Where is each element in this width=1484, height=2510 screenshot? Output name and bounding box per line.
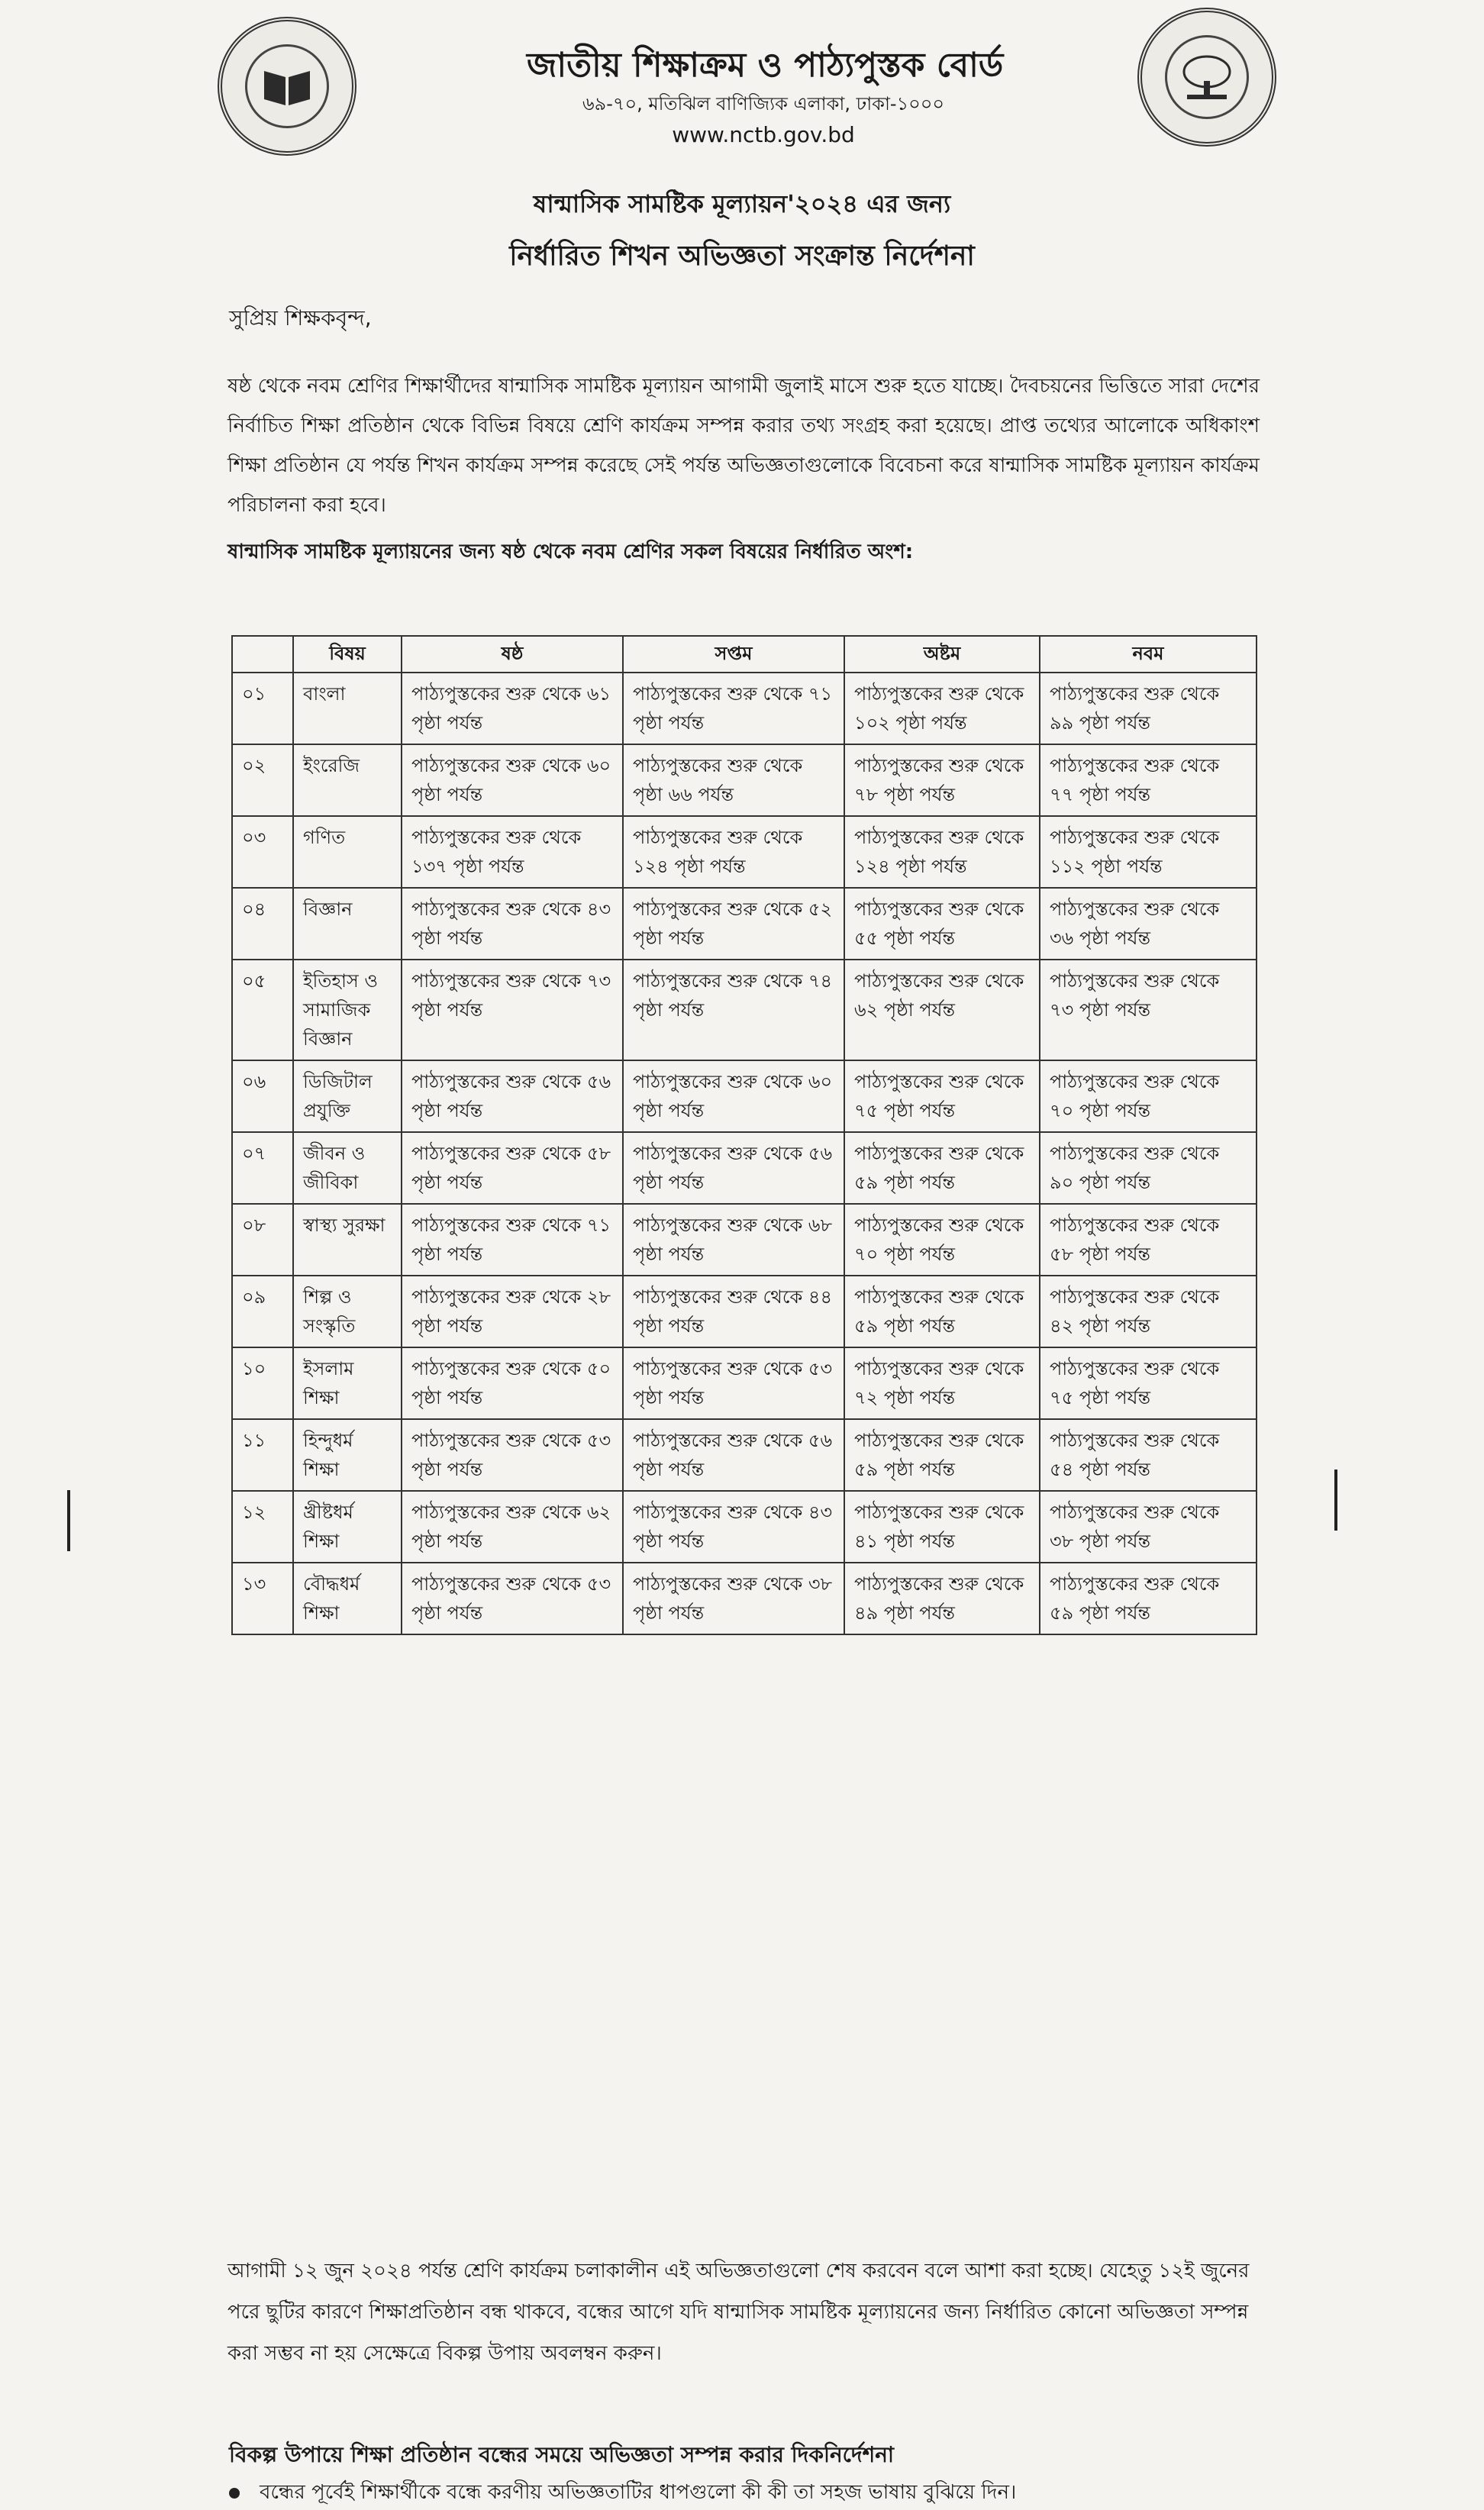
class-9-cell: পাঠ্যপুস্তকের শুরু থেকে ৩৬ পৃষ্ঠা পর্যন্ত [1040, 888, 1257, 960]
class-8-cell: পাঠ্যপুস্তকের শুরু থেকে ৫৯ পৃষ্ঠা পর্যন্ত [844, 1419, 1040, 1491]
class-6-cell: পাঠ্যপুস্তকের শুরু থেকে ৬১ পৃষ্ঠা পর্যন্ত [402, 673, 623, 744]
class-8-cell: পাঠ্যপুস্তকের শুরু থেকে ৫৯ পৃষ্ঠা পর্যন্ত [844, 1276, 1040, 1347]
class-7-cell: পাঠ্যপুস্তকের শুরু থেকে ৭১ পৃষ্ঠা পর্যন্ত [623, 673, 844, 744]
class-7-cell: পাঠ্যপুস্তকের শুরু থেকে পৃষ্ঠা ৬৬ পর্যন্ত [623, 744, 844, 816]
class-8-cell: পাঠ্যপুস্তকের শুরু থেকে ৭৫ পৃষ্ঠা পর্যন্ত [844, 1060, 1040, 1132]
syllabus-table [231, 635, 1257, 1635]
organization-address: ৬৯-৭০, মতিঝিল বাণিজ্যিক এলাকা, ঢাকা-১০০০ [582, 93, 944, 115]
subject-cell: ইংরেজি [293, 744, 402, 816]
serial-cell: ০৯ [232, 1276, 293, 1347]
table-row [232, 816, 1257, 888]
serial-cell: ০৩ [232, 816, 293, 888]
class-8-cell: পাঠ্যপুস্তকের শুরু থেকে ৫৯ পৃষ্ঠা পর্যন্ত [844, 1132, 1040, 1204]
subject-cell: গণিত [293, 816, 402, 888]
class-7-cell: পাঠ্যপুস্তকের শুরু থেকে ৫৩ পৃষ্ঠা পর্যন্ত [623, 1347, 844, 1419]
serial-cell: ০১ [232, 673, 293, 744]
class-7-cell: পাঠ্যপুস্তকের শুরু থেকে ১২৪ পৃষ্ঠা পর্যন্ত [623, 816, 844, 888]
class-7-cell: পাঠ্যপুস্তকের শুরু থেকে ৬০ পৃষ্ঠা পর্যন্ত [623, 1060, 844, 1132]
margin-mark-right [1334, 1470, 1337, 1531]
guideline-heading: বিকল্প উপায়ে শিক্ষা প্রতিষ্ঠান বন্ধের সময়ে অভিজ্ঞতা সম্পন্ন করার দিকনির্দেশনা [229, 2442, 895, 2467]
table-row [232, 673, 1257, 744]
class-9-cell: পাঠ্যপুস্তকের শুরু থেকে ৫৯ পৃষ্ঠা পর্যন্ত [1040, 1563, 1257, 1634]
class-9-cell: পাঠ্যপুস্তকের শুরু থেকে ৪২ পৃষ্ঠা পর্যন্ত [1040, 1276, 1257, 1347]
class-8-cell: পাঠ্যপুস্তকের শুরু থেকে ৫৫ পৃষ্ঠা পর্যন্ত [844, 888, 1040, 960]
tree-emblem-icon [1165, 35, 1249, 119]
table-row [232, 1491, 1257, 1563]
class-7-cell: পাঠ্যপুস্তকের শুরু থেকে ৪৩ পৃষ্ঠা পর্যন্ত [623, 1491, 844, 1563]
class-8-cell: পাঠ্যপুস্তকের শুরু থেকে ৬২ পৃষ্ঠা পর্যন্ত [844, 960, 1040, 1060]
class-9-cell: পাঠ্যপুস্তকের শুরু থেকে ৯৯ পৃষ্ঠা পর্যন্ত [1040, 673, 1257, 744]
table-row [232, 1419, 1257, 1491]
guideline-bullet-text: বন্ধের পূর্বেই শিক্ষার্থীকে বন্ধে করণীয় অভিজ্ঞতাটির ধাপগুলো কী কী তা সহজ ভাষায় বুঝিয়ে দিন। [260, 2481, 1017, 2504]
nctb-logo-right [1137, 8, 1276, 147]
table-row [232, 1132, 1257, 1204]
class-8-cell: পাঠ্যপুস্তকের শুরু থেকে ১০২ পৃষ্ঠা পর্যন্ত [844, 673, 1040, 744]
class-8-cell: পাঠ্যপুস্তকের শুরু থেকে ৭৮ পৃষ্ঠা পর্যন্ত [844, 744, 1040, 816]
footer-paragraph: আগামী ১২ জুন ২০২৪ পর্যন্ত শ্রেণি কার্যক্রম চলাকালীন এই অভিজ্ঞতাগুলো শেষ করবেন বলে আশা করা হচ্ছে। যেহেতু ১২ই জুনের পরে ছুটির কারণে শিক্ষাপ্রতিষ্ঠান বন্ধ থাকবে, বন্ধের আগে যদি ষান্মাসিক সামষ্টিক মূল্যায়নের জন্য নির্ধারিত কোনো অভিজ্ঞতা সম্পন্ন করা সম্ভব না হয় সেক্ষেত্রে বিকল্প উপায় অবলম্বন করুন। [227, 2260, 1250, 2365]
guideline-bullet [229, 2476, 1016, 2510]
table-row [232, 1347, 1257, 1419]
table-row [232, 888, 1257, 960]
subject-cell: জীবন ও জীবিকা [293, 1132, 402, 1204]
salutation: সুপ্রিয় শিক্ষকবৃন্দ, [229, 305, 372, 331]
table-row [232, 1276, 1257, 1347]
class-9-cell: পাঠ্যপুস্তকের শুরু থেকে ৯০ পৃষ্ঠা পর্যন্ত [1040, 1132, 1257, 1204]
serial-cell: ০২ [232, 744, 293, 816]
column-header-serial [232, 636, 293, 673]
class-6-cell: পাঠ্যপুস্তকের শুরু থেকে ৫০ পৃষ্ঠা পর্যন্ত [402, 1347, 623, 1419]
section-intro: ষান্মাসিক সামষ্টিক মূল্যায়নের জন্য ষষ্ঠ থেকে নবম শ্রেণির সকল বিষয়ের নির্ধারিত অংশ: [227, 540, 914, 563]
document-title-line-1: ষান্মাসিক সামষ্টিক মূল্যায়ন'২০২৪ এর জন্য [533, 189, 951, 218]
serial-cell: ১২ [232, 1491, 293, 1563]
class-7-cell: পাঠ্যপুস্তকের শুরু থেকে ৫৬ পৃষ্ঠা পর্যন্ত [623, 1419, 844, 1491]
table-header-row [232, 636, 1257, 673]
class-9-cell: পাঠ্যপুস্তকের শুরু থেকে ৭০ পৃষ্ঠা পর্যন্ত [1040, 1060, 1257, 1132]
table-row [232, 1060, 1257, 1132]
serial-cell: ০৪ [232, 888, 293, 960]
serial-cell: ১১ [232, 1419, 293, 1491]
table-row [232, 960, 1257, 1060]
class-7-cell: পাঠ্যপুস্তকের শুরু থেকে ৫৬ পৃষ্ঠা পর্যন্ত [623, 1132, 844, 1204]
class-6-cell: পাঠ্যপুস্তকের শুরু থেকে ৭১ পৃষ্ঠা পর্যন্ত [402, 1204, 623, 1276]
column-header-class-8: অষ্টম [844, 636, 1040, 673]
class-9-cell: পাঠ্যপুস্তকের শুরু থেকে ৭৭ পৃষ্ঠা পর্যন্ত [1040, 744, 1257, 816]
subject-cell: ডিজিটাল প্রযুক্তি [293, 1060, 402, 1132]
class-9-cell: পাঠ্যপুস্তকের শুরু থেকে ৫৮ পৃষ্ঠা পর্যন্ত [1040, 1204, 1257, 1276]
table-row [232, 1204, 1257, 1276]
book-emblem-icon [245, 44, 329, 128]
nctb-logo-left [218, 17, 356, 156]
class-6-cell: পাঠ্যপুস্তকের শুরু থেকে ১৩৭ পৃষ্ঠা পর্যন্ত [402, 816, 623, 888]
subject-cell: স্বাস্থ্য সুরক্ষা [293, 1204, 402, 1276]
class-6-cell: পাঠ্যপুস্তকের শুরু থেকে ৪৩ পৃষ্ঠা পর্যন্ত [402, 888, 623, 960]
subject-cell: বৌদ্ধধর্ম শিক্ষা [293, 1563, 402, 1634]
subject-cell: খ্রীষ্টধর্ম শিক্ষা [293, 1491, 402, 1563]
document-title-line-2: নির্ধারিত শিখন অভিজ্ঞতা সংক্রান্ত নির্দেশনা [509, 240, 975, 272]
column-header-class-7: সপ্তম [623, 636, 844, 673]
class-8-cell: পাঠ্যপুস্তকের শুরু থেকে ১২৪ পৃষ্ঠা পর্যন্ত [844, 816, 1040, 888]
class-7-cell: পাঠ্যপুস্তকের শুরু থেকে ৭৪ পৃষ্ঠা পর্যন্ত [623, 960, 844, 1060]
class-8-cell: পাঠ্যপুস্তকের শুরু থেকে ৪৯ পৃষ্ঠা পর্যন্ত [844, 1563, 1040, 1634]
class-8-cell: পাঠ্যপুস্তকের শুরু থেকে ৭২ পৃষ্ঠা পর্যন্ত [844, 1347, 1040, 1419]
class-6-cell: পাঠ্যপুস্তকের শুরু থেকে ৫৩ পৃষ্ঠা পর্যন্ত [402, 1563, 623, 1634]
class-6-cell: পাঠ্যপুস্তকের শুরু থেকে ৫৮ পৃষ্ঠা পর্যন্ত [402, 1132, 623, 1204]
intro-paragraph: ষষ্ঠ থেকে নবম শ্রেণির শিক্ষার্থীদের ষান্মাসিক সামষ্টিক মূল্যায়ন আগামী জুলাই মাসে শুরু হতে যাচ্ছে। দৈবচয়নের ভিত্তিতে সারা দেশের নির্বাচিত শিক্ষা প্রতিষ্ঠান থেকে বিভিন্ন বিষয়ে শ্রেণি কার্যক্রম সম্পন্ন করার তথ্য সংগ্রহ করা হয়েছে। প্রাপ্ত তথ্যের আলোকে অধিকাংশ শিক্ষা প্রতিষ্ঠান যে পর্যন্ত শিখন কার্যক্রম সম্পন্ন করেছে সেই পর্যন্ত অভিজ্ঞতাগুলোকে বিবেচনা করে ষান্মাসিক সামষ্টিক মূল্যায়ন কার্যক্রম পরিচালনা করা হবে। [227, 375, 1260, 517]
class-9-cell: পাঠ্যপুস্তকের শুরু থেকে ৭৩ পৃষ্ঠা পর্যন্ত [1040, 960, 1257, 1060]
column-header-class-9: নবম [1040, 636, 1257, 673]
class-6-cell: পাঠ্যপুস্তকের শুরু থেকে ৬০ পৃষ্ঠা পর্যন্ত [402, 744, 623, 816]
serial-cell: ০৬ [232, 1060, 293, 1132]
class-7-cell: পাঠ্যপুস্তকের শুরু থেকে ৬৮ পৃষ্ঠা পর্যন্ত [623, 1204, 844, 1276]
subject-cell: বাংলা [293, 673, 402, 744]
subject-cell: ইসলাম শিক্ষা [293, 1347, 402, 1419]
class-6-cell: পাঠ্যপুস্তকের শুরু থেকে ৬২ পৃষ্ঠা পর্যন্ত [402, 1491, 623, 1563]
class-6-cell: পাঠ্যপুস্তকের শুরু থেকে ৫৩ পৃষ্ঠা পর্যন্ত [402, 1419, 623, 1491]
class-7-cell: পাঠ্যপুস্তকের শুরু থেকে ৪৪ পৃষ্ঠা পর্যন্ত [623, 1276, 844, 1347]
class-6-cell: পাঠ্যপুস্তকের শুরু থেকে ৭৩ পৃষ্ঠা পর্যন্ত [402, 960, 623, 1060]
bullet-dot-icon [229, 2488, 240, 2499]
class-7-cell: পাঠ্যপুস্তকের শুরু থেকে ৫২ পৃষ্ঠা পর্যন্ত [623, 888, 844, 960]
subject-cell: ইতিহাস ও সামাজিক বিজ্ঞান [293, 960, 402, 1060]
class-9-cell: পাঠ্যপুস্তকের শুরু থেকে ৭৫ পৃষ্ঠা পর্যন্ত [1040, 1347, 1257, 1419]
subject-cell: হিন্দুধর্ম শিক্ষা [293, 1419, 402, 1491]
organization-website: www.nctb.gov.bd [672, 122, 855, 147]
class-9-cell: পাঠ্যপুস্তকের শুরু থেকে ৫৪ পৃষ্ঠা পর্যন্ত [1040, 1419, 1257, 1491]
margin-mark-left [67, 1490, 70, 1551]
class-7-cell: পাঠ্যপুস্তকের শুরু থেকে ৩৮ পৃষ্ঠা পর্যন্ত [623, 1563, 844, 1634]
serial-cell: ০৮ [232, 1204, 293, 1276]
class-6-cell: পাঠ্যপুস্তকের শুরু থেকে ৫৬ পৃষ্ঠা পর্যন্ত [402, 1060, 623, 1132]
subject-cell: শিল্প ও সংস্কৃতি [293, 1276, 402, 1347]
organization-name: জাতীয় শিক্ষাক্রম ও পাঠ্যপুস্তক বোর্ড [527, 46, 1004, 85]
class-8-cell: পাঠ্যপুস্তকের শুরু থেকে ৭০ পৃষ্ঠা পর্যন্ত [844, 1204, 1040, 1276]
subject-cell: বিজ্ঞান [293, 888, 402, 960]
column-header-subject: বিষয় [293, 636, 402, 673]
serial-cell: ১৩ [232, 1563, 293, 1634]
serial-cell: ০৭ [232, 1132, 293, 1204]
class-6-cell: পাঠ্যপুস্তকের শুরু থেকে ২৮ পৃষ্ঠা পর্যন্ত [402, 1276, 623, 1347]
class-9-cell: পাঠ্যপুস্তকের শুরু থেকে ১১২ পৃষ্ঠা পর্যন্ত [1040, 816, 1257, 888]
class-8-cell: পাঠ্যপুস্তকের শুরু থেকে ৪১ পৃষ্ঠা পর্যন্ত [844, 1491, 1040, 1563]
serial-cell: ১০ [232, 1347, 293, 1419]
column-header-class-6: ষষ্ঠ [402, 636, 623, 673]
serial-cell: ০৫ [232, 960, 293, 1060]
class-9-cell: পাঠ্যপুস্তকের শুরু থেকে ৩৮ পৃষ্ঠা পর্যন্ত [1040, 1491, 1257, 1563]
table-row [232, 1563, 1257, 1634]
table-row [232, 744, 1257, 816]
